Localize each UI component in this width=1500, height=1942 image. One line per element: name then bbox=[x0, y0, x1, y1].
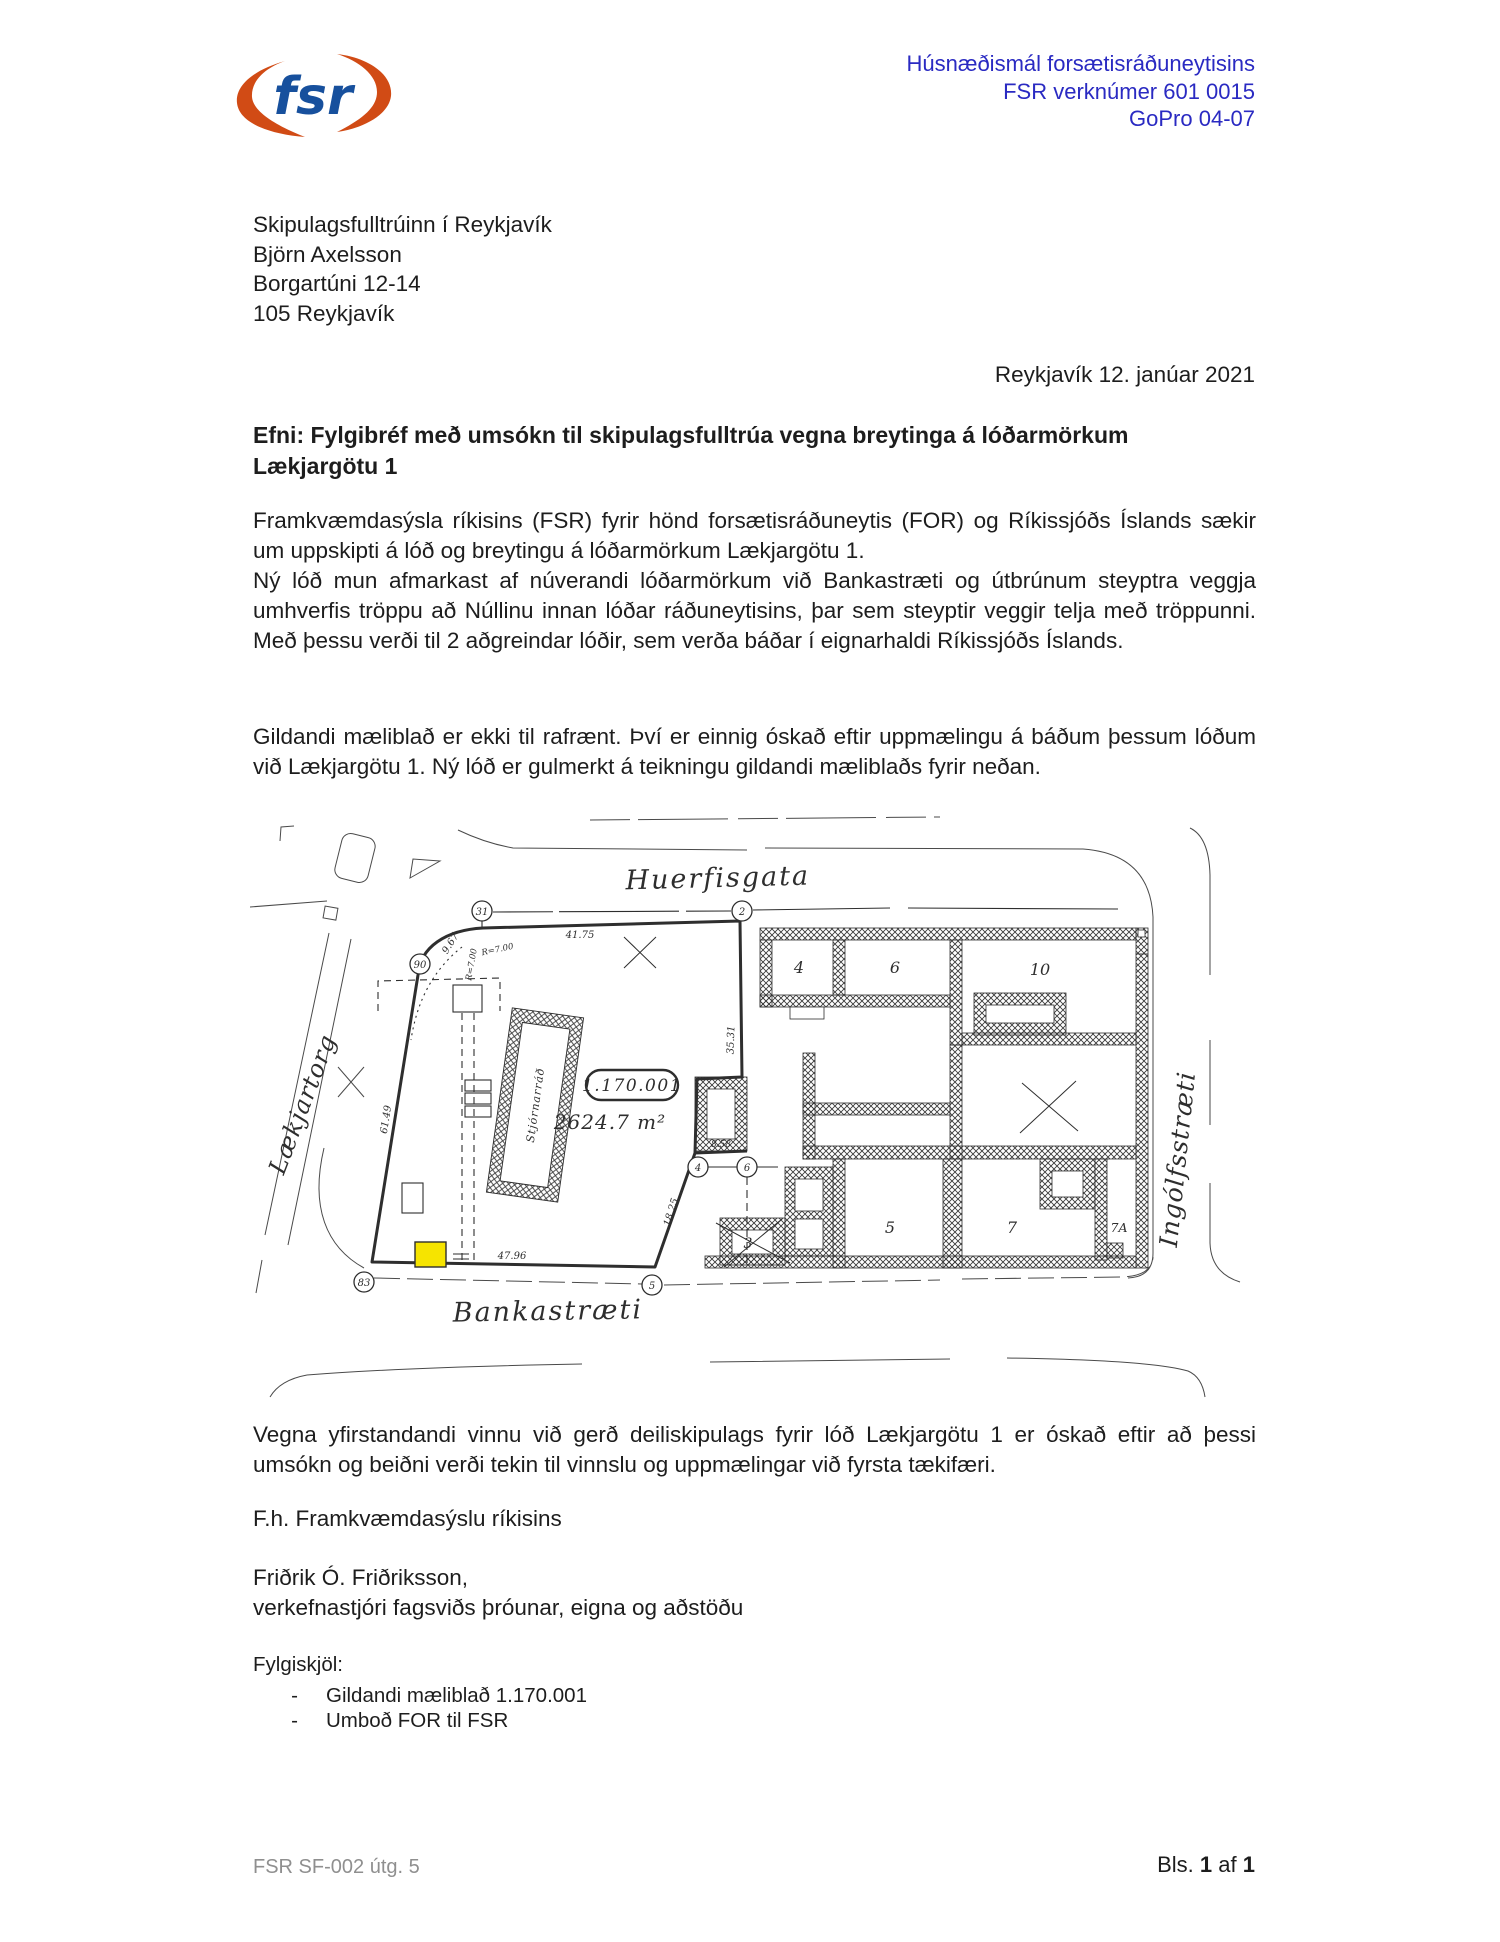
attachment-text: Gildandi mæliblað 1.170.001 bbox=[326, 1684, 587, 1707]
marker-label: 4 bbox=[694, 1163, 702, 1174]
body-paragraph-3 bbox=[253, 1420, 1256, 1480]
footer-page-indicator bbox=[1157, 1852, 1255, 1878]
recipient-address bbox=[253, 210, 552, 328]
list-dash: - bbox=[291, 1684, 298, 1707]
ref-line: FSR verknúmer 601 0015 bbox=[1003, 78, 1255, 104]
building-label-4: 4 bbox=[793, 958, 805, 977]
page-label: Bls. bbox=[1157, 1852, 1194, 1877]
subject-line: Efni: Fylgibréf með umsókn til skipulagsfulltrúa vegna breytinga á lóðarmörkum Lækjargötu 1 bbox=[253, 422, 1129, 479]
marker-label: 83 bbox=[357, 1278, 371, 1289]
paragraph-text: Gildandi mæliblað er ekki til rafrænt. Því er einnig óskað eftir uppmælingu á báðum þessum lóðum við Lækjargötu 1. Ný lóð er gulmerkt á teikningu gildandi mæliblaðs fyrir neðan. bbox=[253, 724, 1256, 779]
dim-bottom: 47.96 bbox=[497, 1251, 527, 1262]
building-label-7a: 7A bbox=[1110, 1220, 1128, 1235]
attachment-item bbox=[253, 1683, 587, 1708]
marker-label: 31 bbox=[475, 907, 489, 918]
attachment-text: Umboð FOR til FSR bbox=[326, 1709, 509, 1732]
fsr-logo bbox=[225, 48, 400, 143]
marker-83 bbox=[354, 1272, 374, 1292]
street-label-right: Ingólfsstræti bbox=[1153, 1069, 1202, 1249]
signatory-title: verkefnastjóri fagsviðs þróunar, eigna og aðstöðu bbox=[253, 1595, 744, 1620]
dim-top: 41.75 bbox=[565, 930, 595, 941]
street-label-bottom: Bankastræti bbox=[452, 1294, 644, 1329]
body-paragraph-2 bbox=[253, 722, 1256, 782]
street-label-top: Huerfisgata bbox=[625, 860, 811, 897]
building-label-7: 7 bbox=[1006, 1218, 1018, 1237]
dim-step: 8.58 bbox=[710, 1140, 732, 1150]
building-label-5: 5 bbox=[884, 1218, 896, 1237]
of-label: af bbox=[1218, 1852, 1237, 1877]
paragraph-text: Vegna yfirstandandi vinnu við gerð deiliskipulags fyrir lóð Lækjargötu 1 er óskað eftir að þessi umsókn og beiðni verði tekin til vinnslu og uppmælingar við fyrsta tækifæri. bbox=[253, 1422, 1256, 1477]
marker-label: 2 bbox=[738, 907, 746, 918]
marker-label: 6 bbox=[743, 1163, 751, 1174]
reference-block bbox=[907, 50, 1255, 133]
paragraph-text: Ný lóð mun afmarkast af núverandi lóðarmörkum við Bankastræti og útbrúnum steyptra veggja umhverfis tröppu að Núllinu innan lóðar ráðuneytisins, þar sem steyptir veggir telja með tröppunni. Með þessu verði til 2 aðgreindar lóðir, sem verða báðar í eignarhaldi Ríkissjóðs Íslands. bbox=[253, 568, 1256, 653]
building-name-label: Stjórnarráð bbox=[523, 1066, 548, 1144]
marker-label: 5 bbox=[648, 1281, 656, 1292]
page-current: 1 bbox=[1199, 1852, 1213, 1877]
attachment-item bbox=[253, 1708, 587, 1733]
paragraph-text: Framkvæmdasýsla ríkisins (FSR) fyrir hönd forsætisráðuneytis (FOR) og Ríkissjóðs Íslands sækir um uppskipti á lóð og breytingu á lóðarmörkum Lækjargötu 1. bbox=[253, 508, 1256, 563]
body-paragraph-1 bbox=[253, 506, 1256, 656]
building-label-10: 10 bbox=[1029, 960, 1051, 979]
recipient-city: 105 Reykjavík bbox=[253, 300, 395, 326]
building-label-3: 3 bbox=[743, 1236, 753, 1252]
recipient-contact: Björn Axelsson bbox=[253, 241, 402, 267]
signoff-line: F.h. Framkvæmdasýslu ríkisins bbox=[253, 1506, 562, 1531]
marker-4 bbox=[688, 1157, 708, 1177]
ref-line: Húsnæðismál forsætisráðuneytisins bbox=[906, 51, 1255, 76]
dim-radius-a: R=7.00 bbox=[464, 947, 480, 982]
signatory-block bbox=[253, 1563, 743, 1623]
list-dash: - bbox=[291, 1709, 298, 1732]
footer-doc-code: FSR SF-002 útg. 5 bbox=[253, 1856, 420, 1878]
dim-right: 35.31 bbox=[725, 1025, 738, 1055]
dim-diag: 18.25 bbox=[662, 1196, 682, 1228]
marker-label: 90 bbox=[413, 960, 427, 971]
highlighted-new-lot bbox=[415, 1242, 446, 1267]
dim-left: 61.49 bbox=[378, 1104, 395, 1135]
marker-6 bbox=[737, 1157, 757, 1177]
attachments-block bbox=[253, 1652, 587, 1733]
recipient-name: Skipulagsfulltrúinn í Reykjavík bbox=[253, 212, 552, 237]
dim-corner: 9.67 bbox=[440, 931, 462, 957]
parcel-area-label: 2624.7 m² bbox=[553, 1110, 667, 1134]
attachments-heading: Fylgiskjöl: bbox=[253, 1653, 343, 1676]
building-walls bbox=[695, 928, 1148, 1268]
dim-radius-b: R=7.00 bbox=[480, 941, 515, 959]
recipient-street: Borgartúni 12-14 bbox=[253, 271, 421, 296]
marker-5 bbox=[642, 1275, 662, 1295]
parcel-interior-lines bbox=[378, 908, 1118, 1265]
street-label-left: Lækjartorg bbox=[263, 1030, 342, 1178]
logo-text: fsr bbox=[273, 67, 353, 127]
dateline: Reykjavík 12. janúar 2021 bbox=[994, 362, 1255, 387]
site-plan-figure bbox=[250, 815, 1245, 1400]
page-total: 1 bbox=[1242, 1852, 1255, 1877]
building-label-6: 6 bbox=[889, 958, 901, 977]
ref-line: GoPro 04-07 bbox=[1129, 106, 1255, 131]
marker-31 bbox=[472, 901, 492, 921]
parcel-id-label: 1.170.001 bbox=[581, 1076, 683, 1096]
marker-90 bbox=[410, 954, 430, 974]
signatory-name: Friðrik Ó. Friðriksson, bbox=[253, 1565, 469, 1590]
marker-2 bbox=[732, 901, 752, 921]
stjornarrad-building bbox=[486, 1008, 583, 1202]
